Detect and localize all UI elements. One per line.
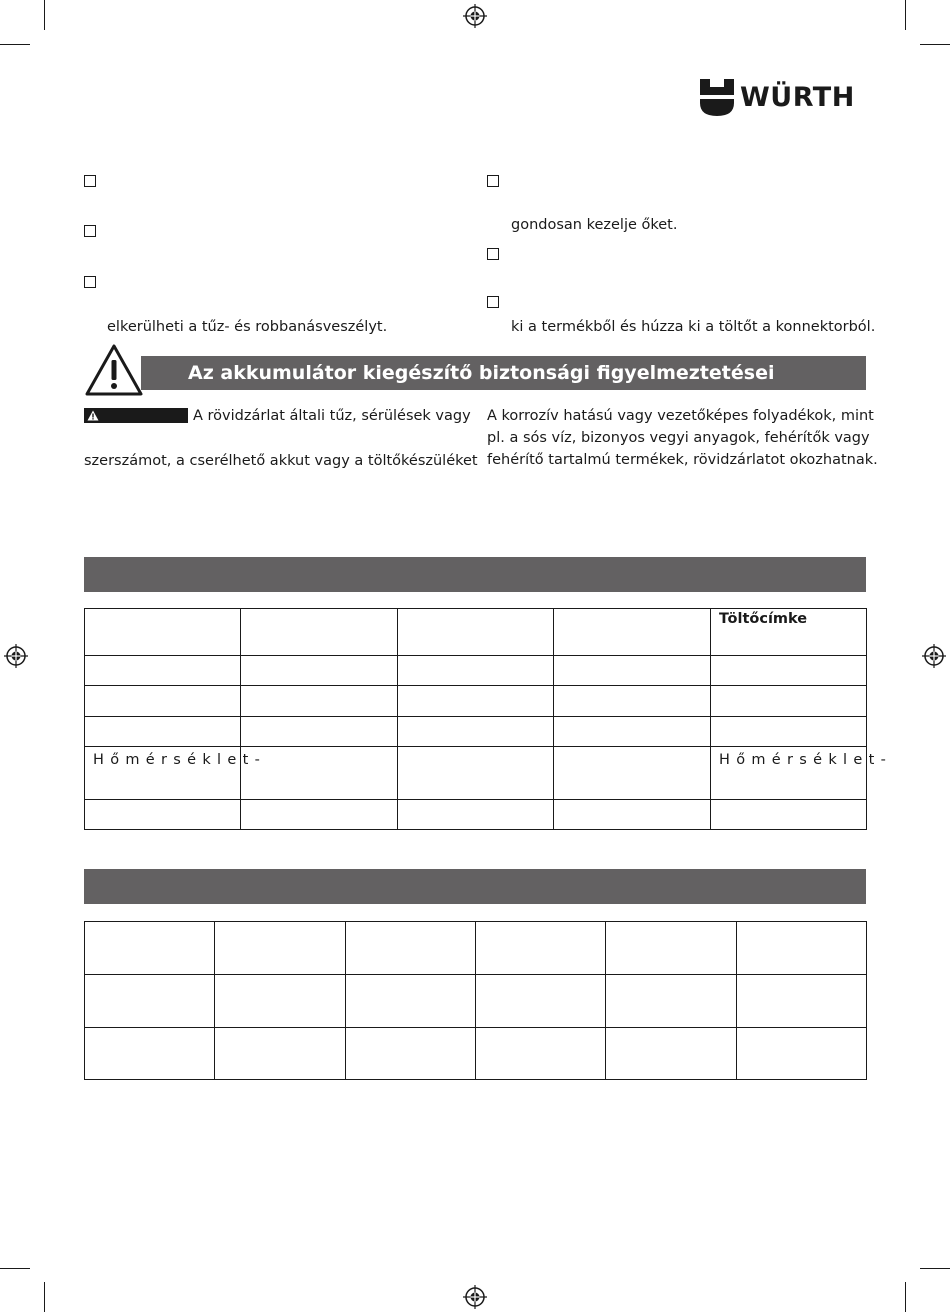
table-cell: [737, 922, 867, 975]
table-cell: [711, 717, 867, 747]
registration-mark-icon: [463, 1285, 487, 1309]
left-column-text: elkerülheti a tűz- és robbanásveszélyt.: [107, 319, 388, 335]
warning-label-tag: [84, 408, 188, 423]
table-cell: [398, 609, 554, 656]
table-cell: [711, 656, 867, 686]
section-banner: [84, 869, 866, 904]
table-row: [85, 656, 867, 686]
brand-logo: [700, 79, 868, 119]
checkbox-icon: [84, 225, 96, 237]
table-cell: [346, 922, 476, 975]
checkbox-icon: [84, 175, 96, 187]
table-row: [85, 800, 867, 830]
table-cell: [737, 1028, 867, 1080]
table-cell: [241, 656, 398, 686]
table-cell: [241, 686, 398, 717]
crop-mark: [0, 1268, 30, 1269]
table-cell: [85, 747, 267, 800]
table-cell: [241, 609, 398, 656]
table-cell: [606, 922, 737, 975]
cell-text: Hőmérséklet-: [93, 752, 267, 768]
table-cell: [85, 656, 241, 686]
table-cell: [737, 975, 867, 1028]
table-cell: [346, 1028, 476, 1080]
section-banner: [84, 557, 866, 592]
table-cell: [398, 656, 554, 686]
table-cell: [554, 609, 711, 656]
table-cell: [85, 609, 241, 656]
table-cell: [398, 800, 554, 830]
table-row: [85, 922, 867, 975]
section-title: Az akkumulátor kiegészítő biztonsági figyelmeztetései: [188, 362, 775, 384]
cell-text: Hőmérséklet-: [719, 752, 893, 768]
table-cell: [554, 800, 711, 830]
warning-triangle-icon: [84, 343, 144, 397]
charger-table: [84, 608, 893, 830]
crop-mark: [905, 0, 906, 30]
checkbox-icon: [487, 296, 499, 308]
warning-small-icon: [87, 410, 99, 421]
table-cell: [711, 800, 867, 830]
table-cell: [711, 609, 867, 656]
table-cell: [476, 975, 606, 1028]
table-row: [85, 686, 867, 717]
table-cell: [215, 922, 346, 975]
registration-mark-icon: [463, 4, 487, 28]
table-cell: [606, 1028, 737, 1080]
table-cell: [606, 975, 737, 1028]
warning-text-left: A rövidzárlat általi tűz, sérülések vagy: [193, 408, 471, 424]
wurth-emblem-icon: [700, 79, 734, 117]
table-row: [85, 1028, 867, 1080]
checkbox-icon: [84, 276, 96, 288]
table-row: [85, 747, 867, 800]
table-cell: [241, 800, 398, 830]
registration-mark-icon: [4, 644, 28, 668]
checkbox-icon: [487, 175, 499, 187]
warning-text-right: A korrozív hatású vagy vezetőképes folyadékok, mint: [487, 408, 874, 424]
table-cell: [476, 922, 606, 975]
table-cell: [215, 975, 346, 1028]
crop-mark: [0, 44, 30, 45]
table-cell: [711, 686, 867, 717]
table-cell: [215, 1028, 346, 1080]
table-cell: [85, 717, 241, 747]
table-cell: [85, 800, 241, 830]
crop-mark: [905, 1282, 906, 1312]
table-cell: [554, 686, 711, 717]
table-row: [85, 975, 867, 1028]
crop-mark: [44, 1282, 45, 1312]
crop-mark: [920, 44, 950, 45]
warning-text-right: fehérítő tartalmú termékek, rövidzárlatot okozhatnak.: [487, 452, 878, 468]
crop-mark: [920, 1268, 950, 1269]
table-cell: [476, 1028, 606, 1080]
table-cell: [85, 975, 215, 1028]
data-table: [84, 921, 867, 1080]
registration-mark-icon: [922, 644, 946, 668]
table-cell: [398, 717, 554, 747]
table-row: [85, 609, 867, 656]
table-cell: [241, 717, 398, 747]
right-column-text: gondosan kezelje őket.: [511, 217, 678, 233]
checkbox-icon: [487, 248, 499, 260]
table-cell: [398, 686, 554, 717]
table-cell: [554, 717, 711, 747]
column-header: Töltőcímke: [719, 611, 808, 627]
warning-text-right: pl. a sós víz, bizonyos vegyi anyagok, fehérítők vagy: [487, 430, 870, 446]
table-cell: [554, 747, 711, 800]
crop-mark: [44, 0, 45, 30]
table-row: [85, 717, 867, 747]
table-cell: [554, 656, 711, 686]
brand-name: WÜRTH: [740, 82, 855, 113]
table-cell: [85, 686, 241, 717]
table-cell: [85, 1028, 215, 1080]
table-cell: [85, 922, 215, 975]
warning-text-left: szerszámot, a cserélhető akkut vagy a töltőkészüléket: [84, 453, 478, 469]
table-cell: [346, 975, 476, 1028]
table-cell: [398, 747, 554, 800]
table-cell: [711, 747, 893, 800]
right-column-text: ki a termékből és húzza ki a töltőt a konnektorból.: [511, 319, 876, 335]
